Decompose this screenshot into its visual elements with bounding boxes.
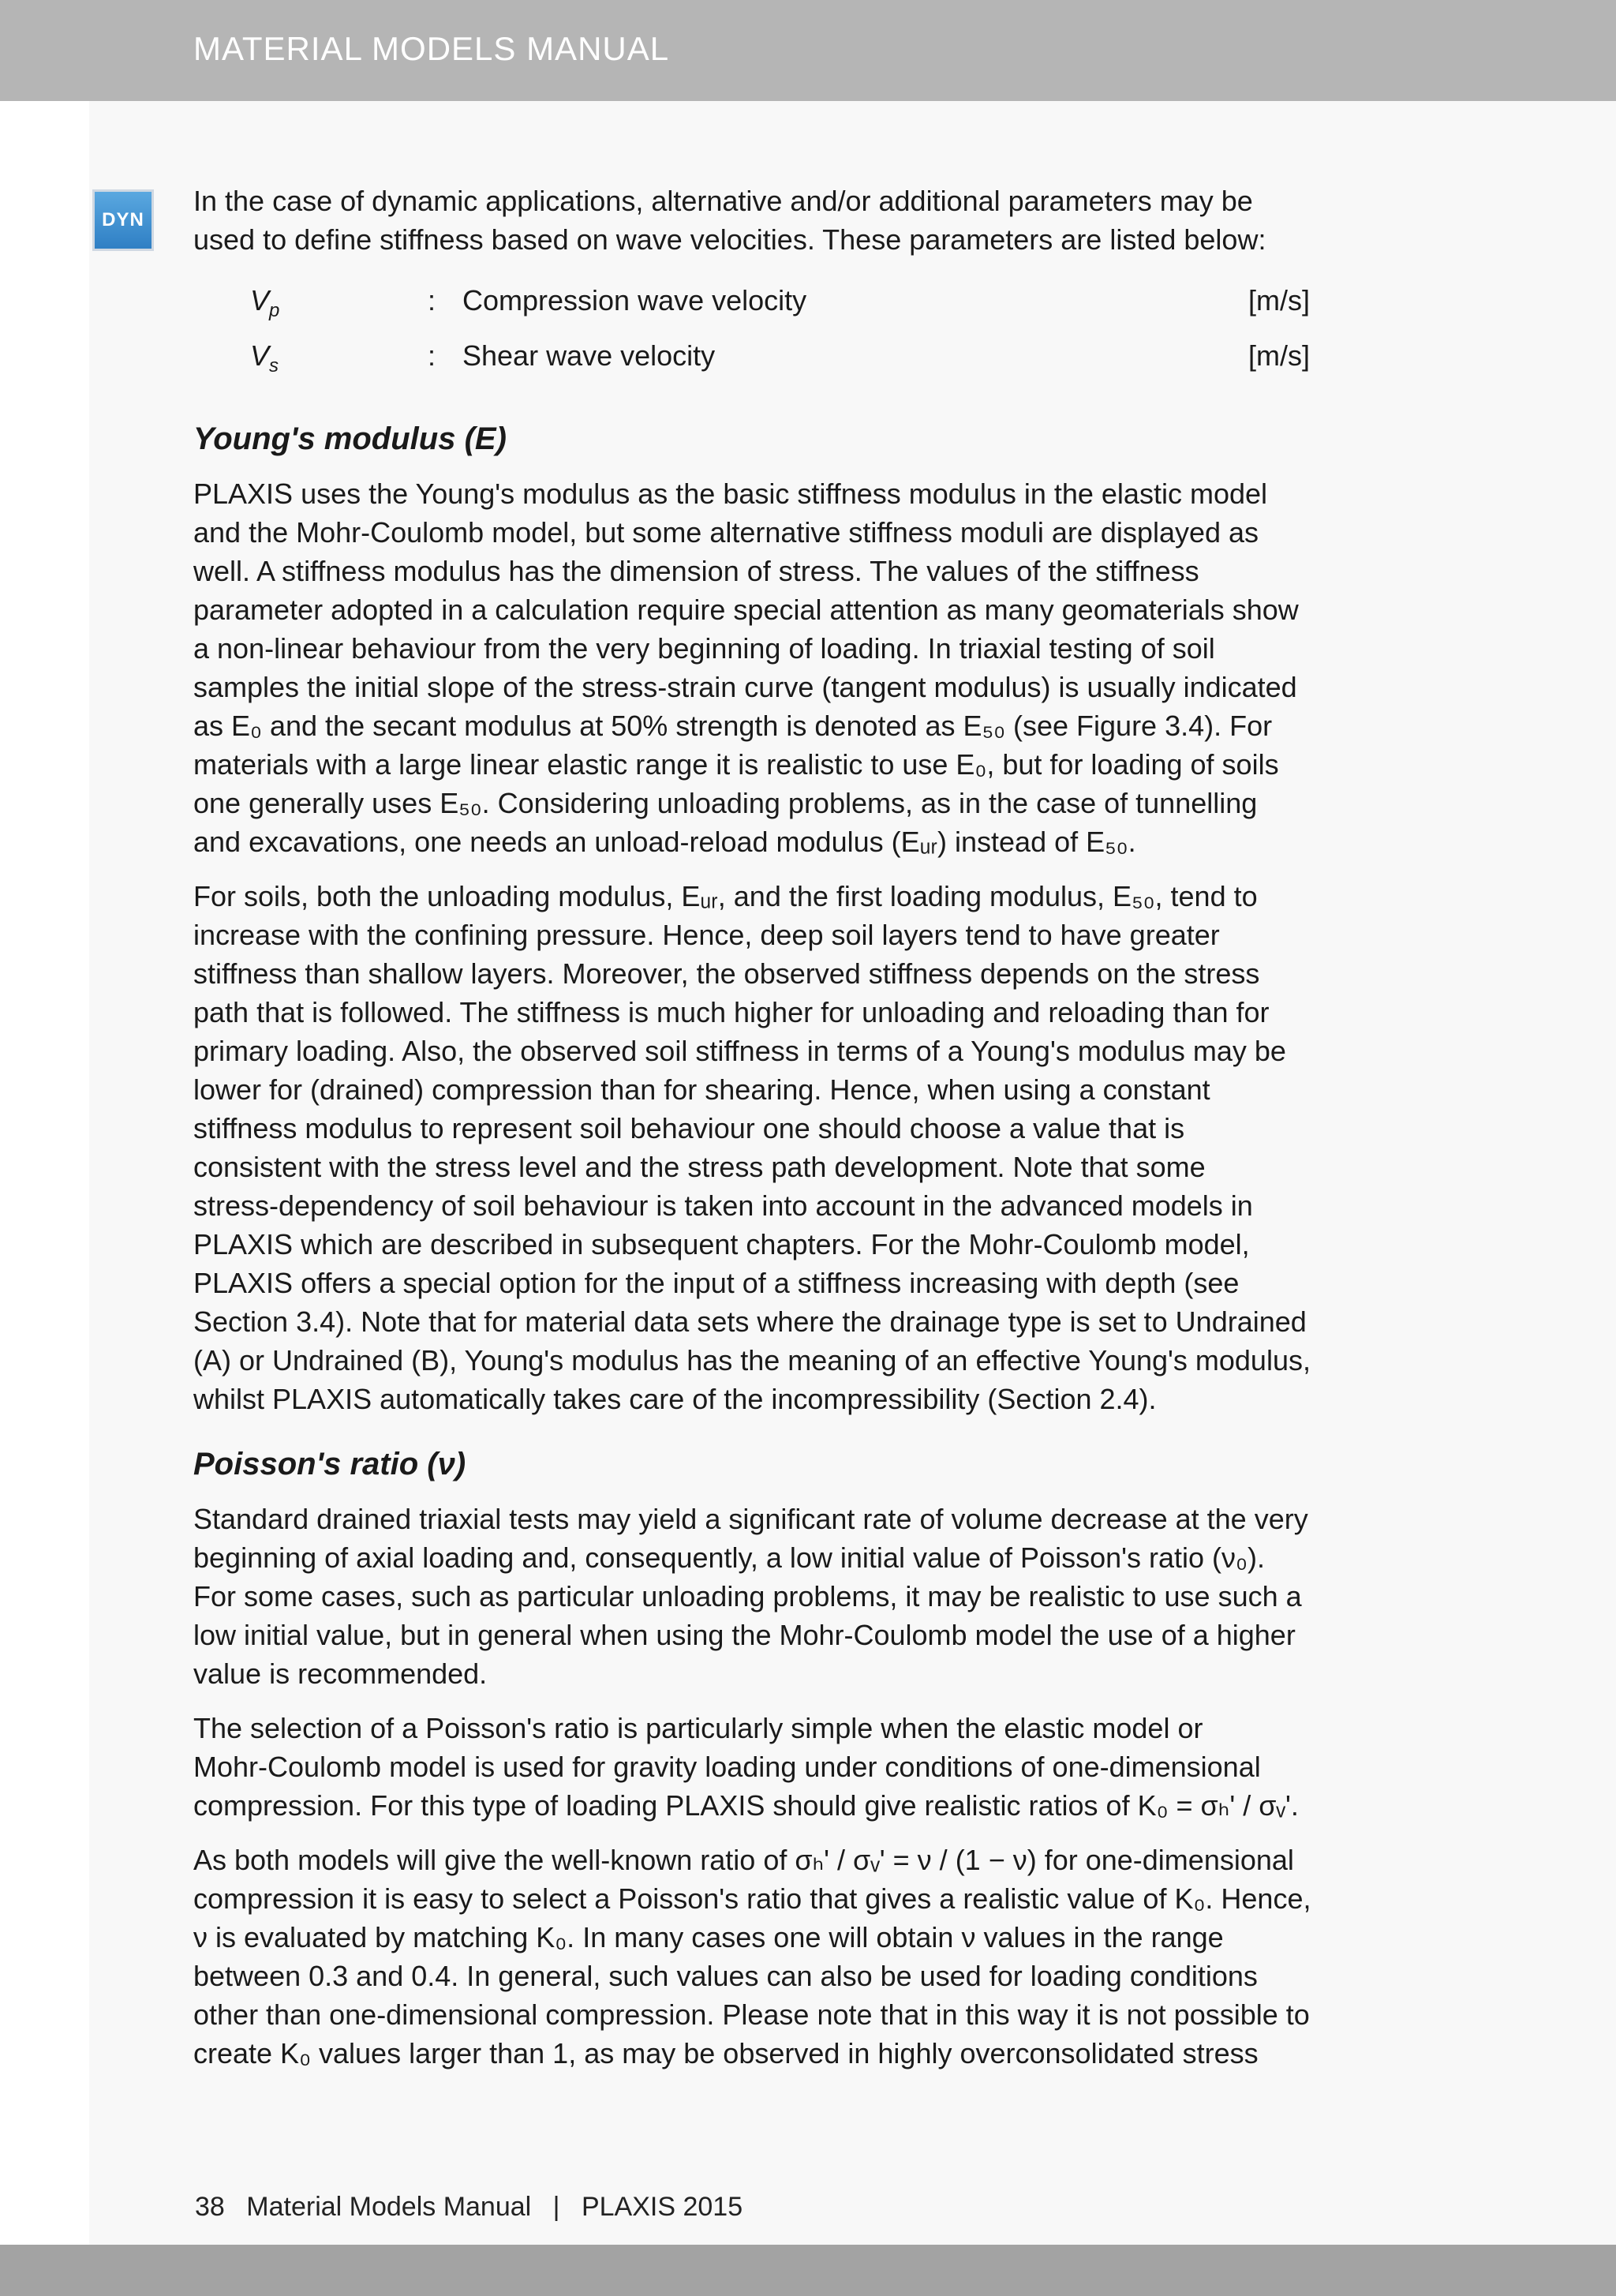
section-heading: Young's modulus (E) [193, 421, 507, 456]
text-line: between 0.3 and 0.4. In general, such values can also be used for loading conditions [193, 1960, 1258, 1992]
parameter-unit: [m/s] [1248, 339, 1310, 372]
text-line: one generally uses E₅₀. Considering unloading problems, as in the case of tunnelling [193, 787, 1258, 819]
intro-paragraph [193, 182, 1416, 259]
text-line: PLAXIS offers a special option for the input of a stiffness increasing with depth (see [193, 1267, 1240, 1299]
text-line: low initial value, but in general when using the Mohr-Coulomb model the use of a higher [193, 1619, 1296, 1651]
dyn-icon: DYN [92, 189, 154, 251]
section-heading: Poisson's ratio (ν) [193, 1447, 466, 1481]
text-line: create K₀ values larger than 1, as may be observed in highly overconsolidated stress [193, 2037, 1259, 2069]
paragraph [193, 474, 1416, 861]
text-line: The selection of a Poisson's ratio is particularly simple when the elastic model or [193, 1712, 1203, 1744]
text-line: As both models will give the well-known ratio of σₕ' / σᵥ' = ν / (1 − ν) for one-dimensional [193, 1844, 1294, 1876]
header-title: MATERIAL MODELS MANUAL [193, 30, 670, 67]
text-line: samples the initial slope of the stress-strain curve (tangent modulus) is usually indicated [193, 671, 1297, 703]
text-line: increase with the confining pressure. Hence, deep soil layers tend to have greater [193, 919, 1220, 951]
parameter-description: Compression wave velocity [462, 284, 807, 316]
parameter-table [193, 275, 1416, 385]
text-line: stress-dependency of soil behaviour is taken into account in the advanced models in [193, 1189, 1253, 1222]
parameter-symbol: $V_s$ [250, 339, 279, 377]
text-line: Section 3.4). Note that for material data sets where the drainage type is set to Undrained [193, 1305, 1307, 1338]
text-line: primary loading. Also, the observed soil stiffness in terms of a Young's modulus may be [193, 1035, 1286, 1067]
text-line: (A) or Undrained (B), Young's modulus has the meaning of an effective Young's modulus, [193, 1344, 1311, 1376]
paragraph [193, 1709, 1416, 1825]
footer-separator: | [552, 2192, 560, 2222]
parameter-row [193, 275, 1416, 330]
text-line: Mohr-Coulomb model is used for gravity loading under conditions of one-dimensional [193, 1751, 1261, 1783]
text-line: ν is evaluated by matching K₀. In many cases one will obtain ν values in the range [193, 1921, 1224, 1953]
text-line: other than one-dimensional compression. Please note that in this way it is not possible to [193, 1998, 1310, 2031]
text-line: In the case of dynamic applications, alternative and/or additional parameters may be [193, 185, 1253, 217]
text-line: beginning of axial loading and, consequently, a low initial value of Poisson's ratio (ν₀). [193, 1541, 1265, 1574]
text-line: stiffness than shallow layers. Moreover, the observed stiffness depends on the stress [193, 957, 1260, 990]
text-line: used to define stiffness based on wave velocities. These parameters are listed below: [193, 223, 1266, 256]
text-line: PLAXIS which are described in subsequent chapters. For the Mohr-Coulomb model, [193, 1228, 1250, 1260]
text-line: Standard drained triaxial tests may yield a significant rate of volume decrease at the very [193, 1503, 1308, 1535]
text-line: as E₀ and the secant modulus at 50% strength is denoted as E₅₀ (see Figure 3.4). For [193, 710, 1273, 742]
parameter-description: Shear wave velocity [462, 339, 716, 372]
text-line: consistent with the stress level and the stress path development. Note that some [193, 1151, 1206, 1183]
parameter-unit: [m/s] [1248, 284, 1310, 316]
text-line: and the Mohr-Coulomb model, but some alternative stiffness moduli are displayed as [193, 516, 1259, 549]
text-line: and excavations, one needs an unload-reload modulus (Eᵤᵣ) instead of E₅₀. [193, 826, 1136, 858]
text-line: well. A stiffness modulus has the dimension of stress. The values of the stiffness [193, 555, 1199, 587]
footer-product: PLAXIS 2015 [581, 2192, 743, 2222]
paragraph [193, 1500, 1416, 1693]
page-header [0, 0, 1616, 101]
footer-title: Material Models Manual [246, 2192, 532, 2222]
parameter-row [193, 330, 1416, 385]
text-line: whilst PLAXIS automatically takes care of the incompressibility (Section 2.4). [193, 1383, 1157, 1415]
page-content [193, 182, 1416, 2088]
text-line: a non-linear behaviour from the very beginning of loading. In triaxial testing of soil [193, 632, 1215, 665]
text-line: For some cases, such as particular unloading problems, it may be realistic to use such a [193, 1580, 1302, 1612]
page-footer [195, 2192, 757, 2223]
text-line: For soils, both the unloading modulus, Eᵤᵣ, and the first loading modulus, E₅₀, tend to [193, 880, 1258, 912]
text-line: PLAXIS uses the Young's modulus as the basic stiffness modulus in the elastic model [193, 478, 1268, 510]
text-line: materials with a large linear elastic range it is realistic to use E₀, but for loading of soils [193, 748, 1279, 781]
footer-bar [0, 2245, 1616, 2296]
page-number: 38 [195, 2192, 225, 2222]
paragraph [193, 877, 1416, 1418]
text-line: compression it is easy to select a Poisson's ratio that gives a realistic value of K₀. Hence, [193, 1882, 1311, 1915]
parameter-colon: : [428, 339, 436, 372]
text-line: compression. For this type of loading PLAXIS should give realistic ratios of K₀ = σₕ' / σᵥ'. [193, 1789, 1299, 1822]
text-line: lower for (drained) compression than for shearing. Hence, when using a constant [193, 1073, 1210, 1106]
text-line: value is recommended. [193, 1657, 488, 1690]
parameter-colon: : [428, 284, 436, 316]
text-line: path that is followed. The stiffness is much higher for unloading and reloading than for [193, 996, 1270, 1028]
text-line: parameter adopted in a calculation require special attention as many geomaterials show [193, 594, 1299, 626]
parameter-symbol: $V_p$ [250, 284, 280, 322]
text-line: stiffness modulus to represent soil behaviour one should choose a value that is [193, 1112, 1185, 1144]
paragraph [193, 1841, 1416, 2073]
